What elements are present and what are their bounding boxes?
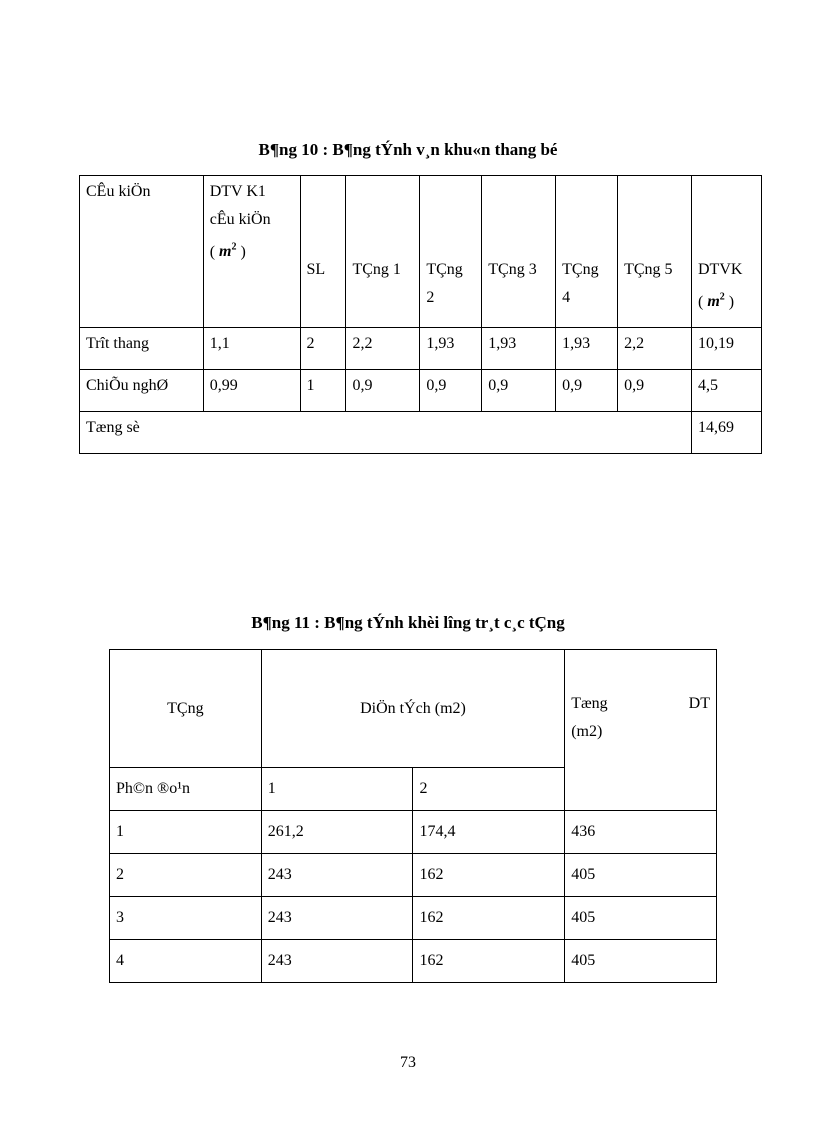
table-header-row — [110, 650, 717, 768]
table-11-caption: B¶ng 11 : B¶ng tÝnh khèi lîng tr¸t c¸c tÇng — [251, 613, 565, 632]
header-area: DiÖn tÝch (m2) — [261, 650, 564, 768]
table-row: 1 261,2 174,4 436 — [110, 811, 717, 854]
header-total: Tæng DT (m2) — [565, 650, 717, 811]
header-floor-3: TÇng 3 — [482, 176, 556, 328]
table-row: 2 243 162 405 — [110, 854, 717, 897]
header-floor-4: TÇng 4 — [556, 176, 618, 328]
header-division-1: 1 — [261, 768, 413, 811]
table-row: 3 243 162 405 — [110, 897, 717, 940]
header-division: Ph©n ®o¹n — [110, 768, 262, 811]
total-value: 14,69 — [691, 412, 761, 454]
total-label: Tæng sè — [80, 412, 692, 454]
header-sl: SL — [300, 176, 346, 328]
table-row: Trît thang 1,1 2 2,2 1,93 1,93 1,93 2,2 10,19 — [80, 328, 762, 370]
table-10-caption: B¶ng 10 : B¶ng tÝnh v¸n khu«n thang bé — [258, 140, 558, 159]
page-number: 73 — [400, 1054, 416, 1071]
header-dtvk: DTVK ( $m^2$ ) — [691, 176, 761, 328]
formwork-table — [79, 175, 762, 454]
header-division-2: 2 — [413, 768, 565, 811]
header-dtv: DTV K1 cÊu kiÖn ( $m^2$ ) — [203, 176, 300, 328]
table-row: 4 243 162 405 — [110, 940, 717, 983]
header-floor-2: TÇng 2 — [420, 176, 482, 328]
table-header-row — [80, 176, 762, 328]
header-floor-5: TÇng 5 — [618, 176, 692, 328]
table-total-row — [80, 412, 762, 454]
plaster-volume-table — [109, 649, 717, 983]
header-component: CÊu kiÖn — [80, 176, 204, 328]
header-floor-1: TÇng 1 — [346, 176, 420, 328]
table-row: ChiÕu nghØ 0,99 1 0,9 0,9 0,9 0,9 0,9 4,5 — [80, 370, 762, 412]
header-floor: TÇng — [110, 650, 262, 768]
